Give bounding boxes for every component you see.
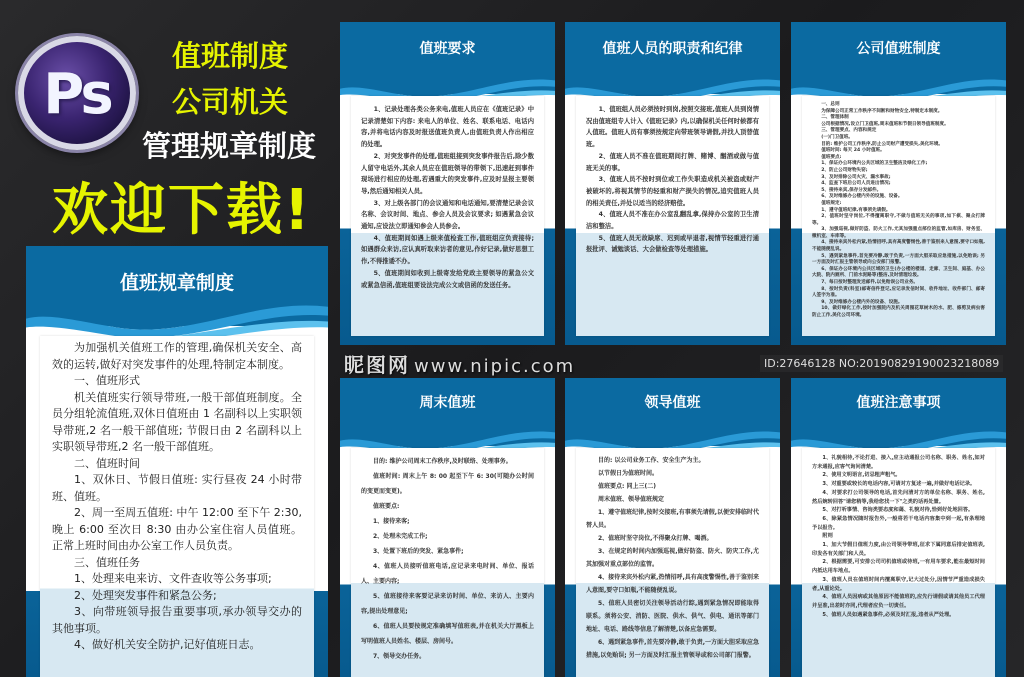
paragraph: 值班要点: [373,503,400,510]
poster-title: 领导值班 [565,378,780,446]
paragraph: 一、值班形式 [74,374,140,387]
paragraph: 10、做好绿化工作,按时加强院内及机关周围花草树木的水、肥、修剪及病虫害防止工作,美化公司环境。 [812,306,985,318]
paragraph: 5、值班期间如收到上级寄发给党政主要领导的紧急公文或紧急信函,值班组要设法完成公文或信函的发送任务。 [361,269,534,289]
poster-leader [565,378,780,677]
poster-title: 值班规章制度 [26,246,328,326]
promo-line-2: 公司机关 [172,85,289,119]
paragraph: 2、使用文明语言,切忌粗声粗气。 [822,472,901,479]
paragraph: 1、值班组人员必须按时到岗,按照交接班,值班人员到岗情况由值班组专人计入《值班记录》内,以确保机关任何时候都有人值班。值班人员有事须按规定向带班领导请假,并找人顶替值班。 [586,106,759,149]
paragraph: 1、记录处理各类公务来电,值班人员应在《值班记录》中记录清楚如下内容: 来电人的单位、姓名、联系电话、电话内容,并将电话内容及时报送值班负责人,由值班负责人作出相应的处理。 [361,106,534,149]
paragraph: 4、接待来宾外松内紧,热情招呼,具有高度警惕性,善于鉴别来人意图,要守口如瓶,不能随便乱说。 [812,240,985,253]
paragraph: 2、对突发事件的处理,值班组接到突发事件报告后,除少数人留守电话外,其余人员应在值班领导的带领下,迅速赶到事件现场进行相应的处理,若遇重大的突发事件,应及时呈报主要领导,然后通知相关人员。 [361,152,534,195]
paragraph: 二、值班时间 [74,456,140,470]
paragraph: 机关值班实行领导带班,一般干部值班制度。全员分组轮流值班,双休日值班由 1 名副科以上实职领导带班,2 名一般干部值班; 节假日由 2 名副科以上实职领导带班,2 名一般干部值班。 [52,390,302,453]
poster-title: 周末值班 [340,378,555,446]
paragraph: 2、防止公司财物失窃; [821,167,868,173]
paragraph: 为加强机关值班工作的管理,确保机关安全、高效的运转,做好对突发事件的处理,特制定本制度。 [52,341,302,371]
paragraph: 值班要点: 同上三(二) [598,483,656,490]
paragraph: 4、监查下班后公司人员进出情况; [821,181,891,187]
paragraph: 1、礼貌相待,不论打进、接入,应主动通报公司名称、职务、姓名,如对方未通报,应客气询问清楚。 [812,455,985,470]
paragraph: 目的: 维护公司周末工作秩序,及时联络、处理事务。 [373,458,512,465]
nipic-watermark: 昵图网 www.nipic.com [344,353,576,377]
paragraph: 1、遵守值班纪律,有事须先请假。 [821,207,891,213]
photoshop-logo-icon: Ps [18,36,136,150]
paragraph: 6、除紧急情况随时报告外,一般将若干电话内容集中到一起,有条理地予以报告。 [812,515,985,531]
paragraph: 6、值班人员要按规定准确填写值班表,并在机关大厅黑板上写明值班人员姓名、楼层、房间号。 [361,623,534,645]
paragraph: 4、值班期间如遇上级来值检查工作,值班组应负责接待; 如遇群众来访,应认真听取来访者的意见,作好记录,做好思想工作,不得推诿不办。 [361,234,534,266]
paragraph: 4、对要求打公司领导的电话,首先问清对方的单位名称、职务、姓名,然后婉转回答"请您稍等,我给您找一下"之类的话再处置。 [812,489,985,505]
paragraph: 4、接待来宾外松内紧,热情招呼,具有高度警惕性,善于鉴别来人意图,要守口如瓶,不能随便乱说。 [586,574,760,594]
paragraph: 9、及时维修办公楼内外的设备、设施。 [821,299,903,305]
promo-line-3: 管理规章制度 [142,129,317,163]
paragraph: 一、总则 [821,102,840,107]
paragraph: 3、值班人员不按时到位或工作失职造成机关被盗或财产被破坏的,将视其情节的轻重和财产损失的情况,追究值班人员的相关责任,并处以适当的经济赔偿。 [586,176,759,207]
paragraph: 3、对重要或较长的电话内容,可请对方复述一遍,并做好电话记录。 [822,481,976,488]
paragraph: 1、加大节假日值班力度,由公司领导带班,征求下属同意后排定值班表,印发各有关部门和人员。 [812,542,985,557]
poster-weekend [340,378,555,677]
paragraph: 8、按时负责(科室)邮寄信件登记,应记录发信时间、收件地址、收件部门、邮寄人签字为准。 [812,286,985,299]
paragraph: 值班要点: [821,154,842,160]
poster-content [802,448,995,677]
poster-content [40,336,314,677]
paragraph: 2、处理未完成工作; [373,533,428,540]
poster-duties [565,22,780,345]
paragraph: 7、领导交办任务。 [373,653,426,660]
poster-content [351,448,544,677]
paragraph: 2、处理突发事件和紧急公务; [74,588,217,602]
paragraph: 附则 [822,533,833,540]
paragraph: 为保障公司正常工作秩序不间断和财物安全,特制定本制度。 [821,108,943,114]
paragraph: 4、值班人员因病或其他原因不能值班的,应先行请假或请其他员工代理并呈准,出差时亦同,代理者应负一切责任。 [812,594,985,609]
paragraph: 3、在规定的时间内加强巡视,做好防盗、防火、防灾工作,尤其加强对重点部位的监管。 [586,548,759,568]
paragraph: 7、每日按时整理发送邮件,以免贻误公司业务。 [821,280,919,286]
paragraph: 5、值班人员如遇紧急事件,必须及时汇报,违者从严处理。 [822,611,955,618]
paragraph: 5、对打听事情、咨询类要态度和蔼、礼貌对待,恰到好处地回答。 [822,507,974,514]
paragraph: 3、对上级各部门的会议通知和电话通知,要清楚记录会议名称、会议时间、地点、参会人员及会议要求; 如遇紧急会议通知,应设法立即通知参会人员参会。 [361,199,534,231]
paragraph: 值班规定: [821,200,842,206]
paragraph: 周末值班、领导值班规定 [598,496,665,503]
promo-line-1: 值班制度 [172,39,289,73]
paragraph: 1、保证办公环境内公共区域的卫生整洁及绿化工作; [821,161,928,167]
poster-content [576,448,769,677]
poster-title: 值班人员的职责和纪律 [565,22,780,94]
poster-title: 值班要求 [340,22,555,94]
poster-requirements [340,22,555,345]
paragraph: 3、值班人员在值班时间内擅离职守,记大过处分,因情节严重造成损失者,从重论处。 [812,576,985,592]
poster-rules [26,246,328,677]
paragraph: 2、值班时坚守岗位,不得聚众打牌、喝酒。 [598,535,713,542]
poster-title: 值班注意事项 [791,378,1006,446]
image-id-watermark: ID:27646128 NO:20190829190023218089 [760,355,1003,372]
poster-content [802,96,995,336]
paragraph: 1、接待来客; [373,518,410,525]
paragraph: 5、遇到紧急事件,首先要冷静,敢于负责,一方面大胆采取应急措施,以免贻误; 另一方面及时汇报主管领导或向公安部门报警。 [812,253,985,266]
paragraph: 值班时间: 每天 24 小时值班。 [821,148,885,154]
paragraph: 2、周一至周五值班: 中午 12:00 至下午 2:30,晚上 6:00 至次日 8:30 由办公室住宿人员值班。正常上班时间由办公室工作人员负责。 [52,506,302,552]
poster-company [791,22,1006,345]
paragraph: 3、及时排除公司火灾、漏水事故; [821,174,891,180]
paragraph: 三、值班任务 [74,555,140,569]
paragraph: 目的: 以公司业务工作、安全生产为主。 [598,457,705,464]
paragraph: 公司根据情况,设立门卫值班,周末值班和节假日领导值班制度。 [821,121,949,127]
paragraph: (一)门卫值班。 [821,134,853,140]
paragraph: 6、及时维修办公楼内外的设施、设备。 [821,194,903,200]
poster-content [351,96,544,336]
paragraph: 4、值班人员不准在办公室乱翻乱拿,保持办公室的卫生清洁和整洁。 [586,211,759,231]
paragraph: 三、管理要点、内容和规定 [821,128,877,134]
paragraph: 5、值班接待来客要记录来访时间、单位、来访人、主要内容,提出处理意见; [361,593,534,615]
paragraph: 4、值班人员接听值班电话,应记录来电时间、单位、报话人、主要内容; [361,563,534,585]
paragraph: 5、值班人员密切关注领导活动行踪,遇到紧急情况即能取得联系。须将公安、消防、医院、供水、供气、供电、通讯等部门地址、电话、路线等信息了解清楚,以备应急需要。 [586,600,759,633]
paragraph: 值班时间: 周末上午 8: 00 起至下午 6: 30(可随办公时间的变更而变更)。 [361,473,534,495]
poster-title: 公司值班制度 [791,22,1006,94]
paragraph: 5、接待来宾,保存分发邮件。 [821,187,882,193]
paragraph: 1、双休日、节假日值班: 实行昼夜 24 小时带班、值班。 [52,473,302,503]
paragraph: 3、处置下班后的突发、紧急事件; [373,548,464,555]
promo-header [0,0,340,243]
paragraph: 2、值班人员不准在值班期间打牌、赌博、酗酒或做与值班无关的事。 [586,152,759,172]
paragraph: 2、值班时坚守岗位,不得擅离职守,不做与值班无关的事项,如下棋、聚众打牌等。 [812,214,985,226]
paragraph: 4、做好机关安全防护,记好值班日志。 [74,638,261,651]
paragraph: 目的: 维护公司工作秩序,防止公司财产遭受损失,美化环境。 [821,141,943,147]
promo-welcome-download: 欢迎下载! [52,178,312,243]
paragraph: 二、管理体制 [821,115,849,121]
paragraph: 1、处理来电来访、文件查收等公务事项; [74,572,272,585]
paragraph: 3、向带班领导报告重要事项,承办领导交办的其他事项。 [52,605,302,635]
poster-content [576,96,769,336]
paragraph: 2、根据需要,可安排公司司机值班或待班,一有用车要求,能在最短时间内抵达用车地点。 [812,559,985,575]
poster-notes [791,378,1006,677]
paragraph: 3、加强巡视,做好防盗、防火工作,尤其加强重点部位的监管,如库房、财务室、微机室、车库等。 [812,227,985,239]
paragraph: 1、遵守值班纪律,按时交接班,有事须先请假,以便安排临时代替人员。 [586,509,760,529]
paragraph: 6、保证办公环境内公共区域的卫生(办公楼的楼道、走廊、卫生间、庭基、办公大院、院内厕所、门前水泥路等)整洁,及时清理垃圾。 [812,266,985,279]
paragraph: 5、值班人员无故缺席、迟到或早退者,视情节轻重进行通报批评、诫勉谈话、大会做检查等处理措施。 [586,234,759,254]
paragraph: 以节假日为值班时间。 [598,470,659,477]
paragraph: 6、遇到紧急事件,首先要冷静,敢于负责,一方面大胆采取应急措施,以免贻误; 另一方面及时汇报主管领导或和公司部门报警。 [586,639,760,659]
